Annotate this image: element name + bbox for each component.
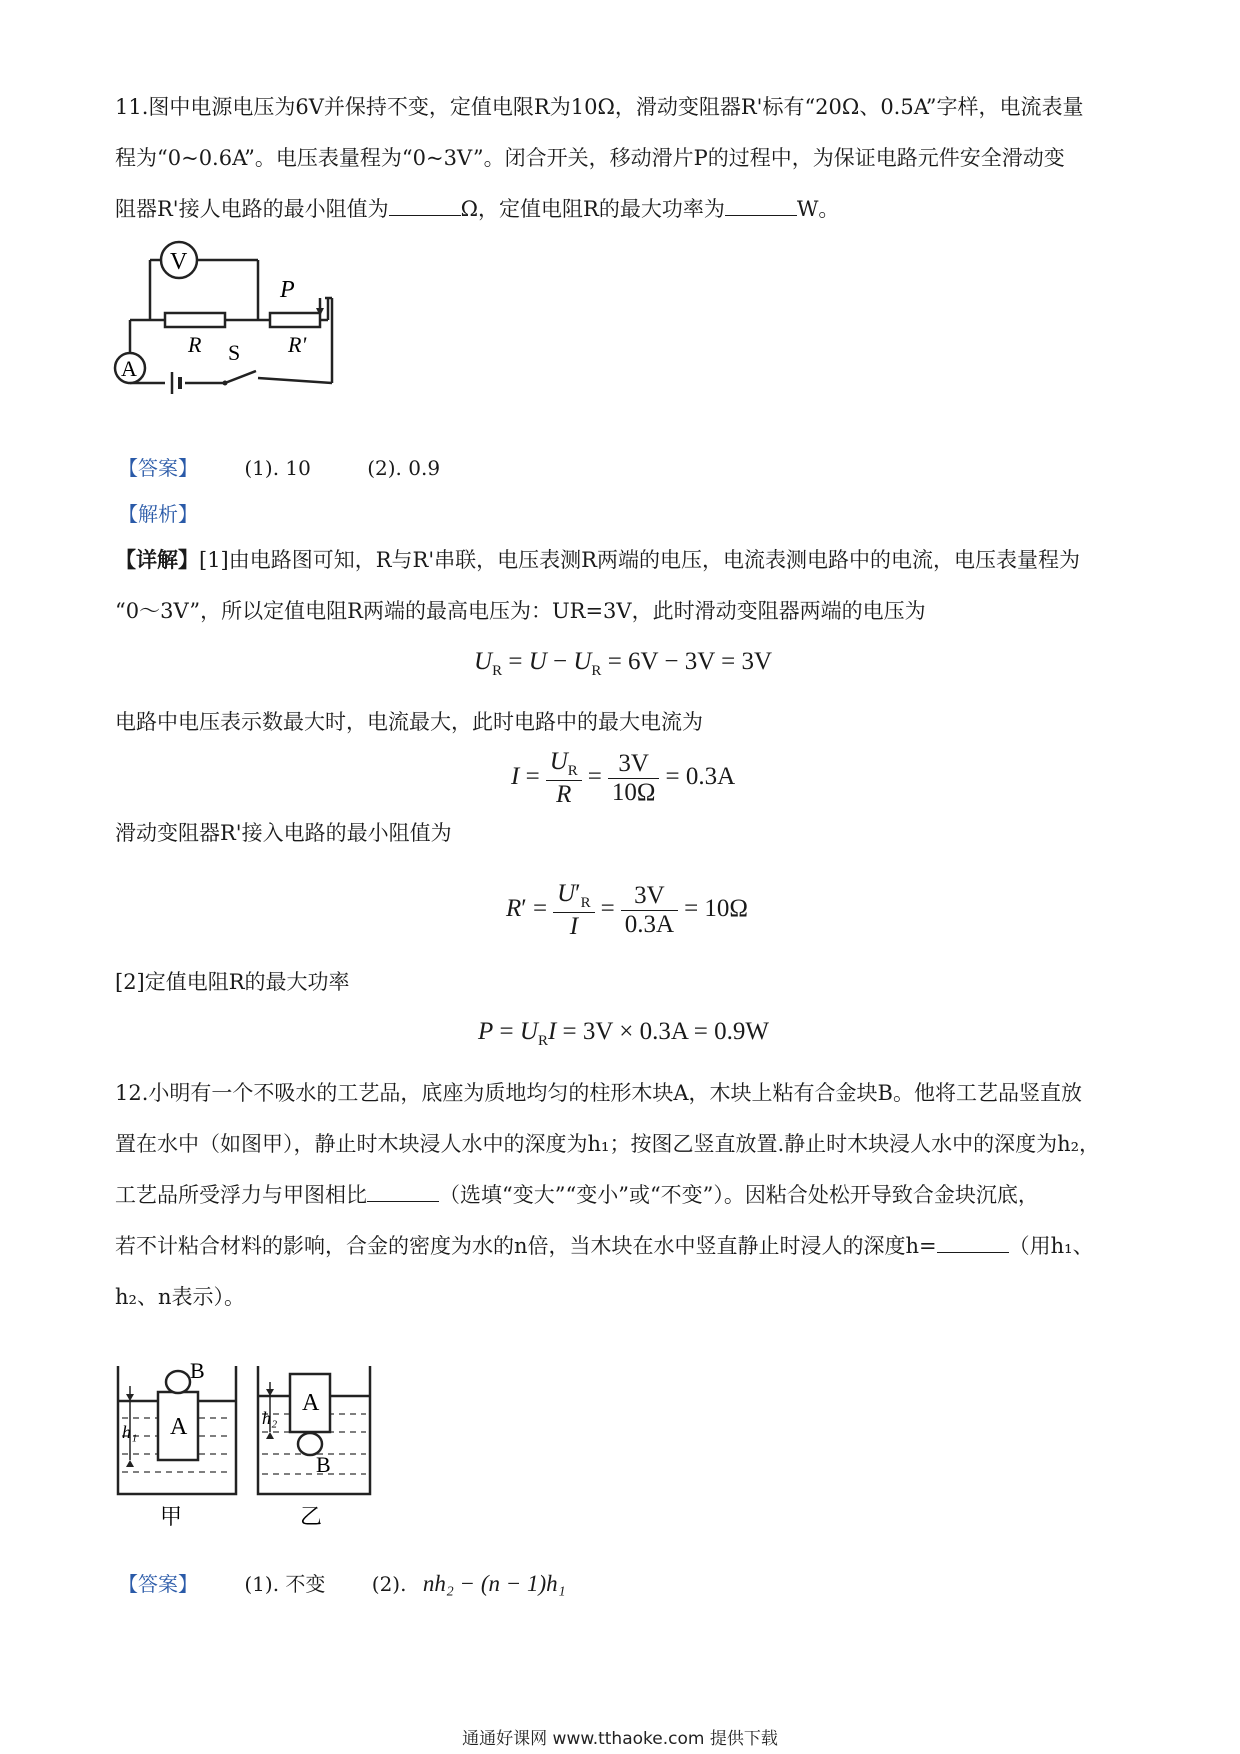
fig-jia-block-a-label: A (170, 1414, 188, 1440)
q12-answer-2-prefix: (2). (371, 1572, 407, 1596)
q11-line1: 11.图中电源电压为6V并保持不变，定值电限R为10Ω，滑动变阻器R'标有“20Ω、0.5A”字样，电流表量 (115, 95, 1084, 119)
q12-answer-2-formula: nh₂ − (n − 1)h₁ (422, 1571, 566, 1596)
q12-answer-row (118, 1568, 566, 1597)
q11-equation-1: $U_R = U - U_R = 6V - 3V = 3V$ (474, 648, 772, 679)
q12-answer-tag: 【答案】 (118, 1572, 198, 1596)
q11-stem (115, 82, 1130, 235)
q11-detail-line2: “0～3V”，所以定值电阻R两端的最高电压为：UR=3V，此时滑动变阻器两端的电压为 (115, 599, 926, 623)
page-footer: 通通好课网 www.tthaoke.com 提供下载 (462, 1729, 778, 1749)
voltmeter-label: V (170, 249, 188, 275)
q12-line3b: （选填“变大”“变小”或“不变”）。因粘合处松开导致合金块沉底， (439, 1183, 1039, 1207)
q12-line4b: （用h₁、 (1008, 1234, 1094, 1258)
q12-stem (115, 1068, 1130, 1323)
fig-jia-caption: 甲 (160, 1504, 183, 1526)
q11-answer-row (118, 452, 440, 481)
q11-equation-3: R′ = $\frac{U'_R}{I}$ = $\frac{3V}{0.3A}$ = 10Ω (506, 880, 749, 940)
q11-detail-line1: [1]由电路图可知，R与R'串联，电压表测R两端的电压，电流表测电路中的电流，电压表量程为 (199, 548, 1080, 572)
q12-line5: h₂、n表示）。 (115, 1285, 245, 1309)
q12-line3a: 工艺品所受浮力与甲图相比 (115, 1183, 367, 1207)
q11-detail-tag: 【详解】 (115, 547, 199, 572)
fig-jia-h1-label: h₁ (122, 1422, 138, 1442)
switch-label: S (228, 340, 241, 365)
q11-equation-4: $P = U_RI = 3V \times 0.3A = 0.9W$ (478, 1018, 769, 1049)
q12-line2: 置在水中（如图甲），静止时木块浸人水中的深度为h₁；按图乙竖直放置.静止时木块浸人水中的深度为h₂， (115, 1132, 1101, 1156)
fig-yi-block-a-label: A (302, 1390, 320, 1416)
q12-line4a: 若不计粘合材料的影响，合金的密度为水的n倍，当木块在水中竖直静止时浸人的深度h= (115, 1234, 937, 1258)
q11-blank-1 (389, 197, 461, 216)
q11-detail (115, 534, 1130, 637)
ammeter-label: A (121, 356, 137, 381)
q12-blank-1 (367, 1183, 439, 1202)
slider-label: P (280, 277, 295, 303)
fig-yi-caption: 乙 (300, 1504, 323, 1526)
q11-circuit-diagram (110, 228, 380, 438)
q11-text-power: [2]定值电阻R的最大功率 (115, 970, 350, 994)
fig-yi-block-b-label: B (316, 1452, 331, 1477)
fig-jia-block-b-label: B (190, 1358, 205, 1383)
q11-analysis-tag: 【解析】 (118, 502, 198, 526)
q11-answer-tag: 【答案】 (118, 456, 198, 480)
q12-blank-2 (937, 1234, 1009, 1253)
q11-analysis-row (118, 498, 198, 527)
q12-answer-1: (1). 不变 (244, 1572, 326, 1596)
q11-line2: 程为“0~0.6A”。电压表量程为“0~3V”。闭合开关，移动滑片P的过程中，为保证电路元件安全滑动变 (115, 146, 1065, 170)
resistor-label: R (188, 332, 202, 357)
q12-line1: 12.小明有一个不吸水的工艺品，底座为质地均匀的柱形木块A，木块上粘有合金块B。他将工艺品竖直放 (115, 1081, 1082, 1105)
fig-yi-h2-label: h₂ (262, 1408, 278, 1428)
q11-line3a: 阻器R'接人电路的最小阻值为 (115, 197, 389, 221)
q11-text-max-current: 电路中电压表示数最大时，电流最大，此时电路中的最大电流为 (115, 710, 703, 734)
q11-text-min-r: 滑动变阻器R'接入电路的最小阻值为 (115, 821, 452, 845)
rheostat-label: R' (288, 332, 307, 357)
q11-line3c: W。 (796, 197, 840, 221)
q12-buoyancy-diagram (108, 1356, 438, 1526)
q11-answer-2: (2). 0.9 (367, 456, 441, 480)
q11-line3b: Ω，定值电阻R的最大功率为 (460, 197, 725, 221)
q11-blank-2 (725, 197, 797, 216)
q11-answer-1: (1). 10 (244, 456, 311, 480)
q11-equation-2: I = $\frac{U_R}{R}$ = $\frac{3V}{10\Omega}$ = 0.3A (511, 748, 736, 808)
